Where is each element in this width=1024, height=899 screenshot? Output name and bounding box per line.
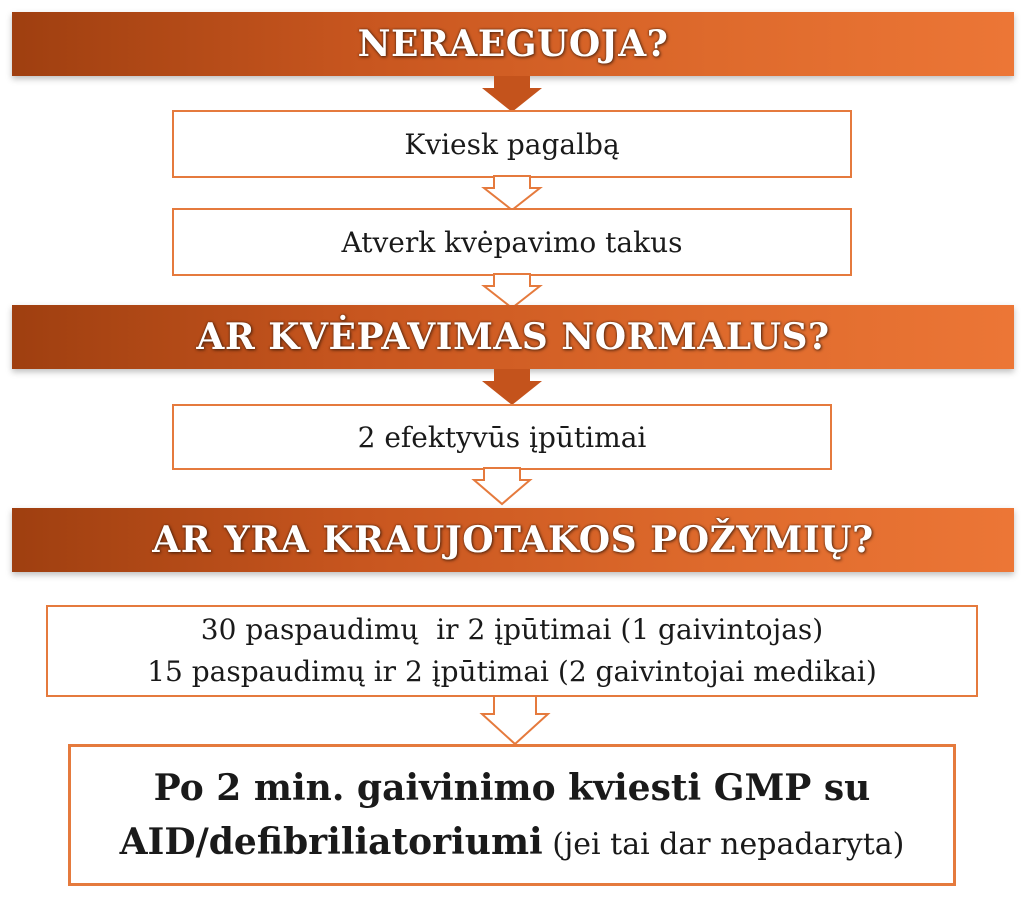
final-text-line2-normal: (jei tai dar nepadaryta) bbox=[542, 826, 905, 862]
question-banner-1 bbox=[12, 12, 1014, 76]
final-text-line1: Po 2 min. gaivinimo kviesti GMP su bbox=[153, 766, 871, 809]
question-banner-3 bbox=[12, 508, 1014, 572]
step-text-3: 2 efektyvūs įpūtimai bbox=[357, 420, 647, 454]
step-text-1: Kviesk pagalbą bbox=[404, 127, 620, 161]
final-text-line2 bbox=[120, 815, 905, 870]
final-text-line2-bold: AID/defibriliatoriumi bbox=[119, 820, 543, 863]
step-box-4 bbox=[46, 605, 978, 697]
step-box-3 bbox=[172, 404, 832, 470]
question-text-1: NERAEGUOJA? bbox=[357, 23, 669, 65]
outline-arrow-3 bbox=[472, 468, 532, 506]
outline-arrow-4 bbox=[480, 696, 550, 746]
solid-arrow-1 bbox=[482, 76, 542, 112]
final-step-box bbox=[68, 744, 956, 886]
step-box-2 bbox=[172, 208, 852, 276]
step-text-4b: 15 paspaudimų ir 2 įpūtimai (2 gaivintojai medikai) bbox=[147, 655, 877, 688]
step-text-2: Atverk kvėpavimo takus bbox=[341, 225, 683, 259]
step-box-1 bbox=[172, 110, 852, 178]
question-text-3: AR YRA KRAUJOTAKOS POŽYMIŲ? bbox=[152, 519, 874, 561]
outline-arrow-1 bbox=[482, 176, 542, 212]
question-text-2: AR KVĖPAVIMAS NORMALUS? bbox=[196, 316, 830, 358]
step-text-4a: 30 paspaudimų ir 2 įpūtimai (1 gaivintojas) bbox=[200, 613, 824, 646]
question-banner-2 bbox=[12, 305, 1014, 369]
solid-arrow-2 bbox=[482, 369, 542, 405]
